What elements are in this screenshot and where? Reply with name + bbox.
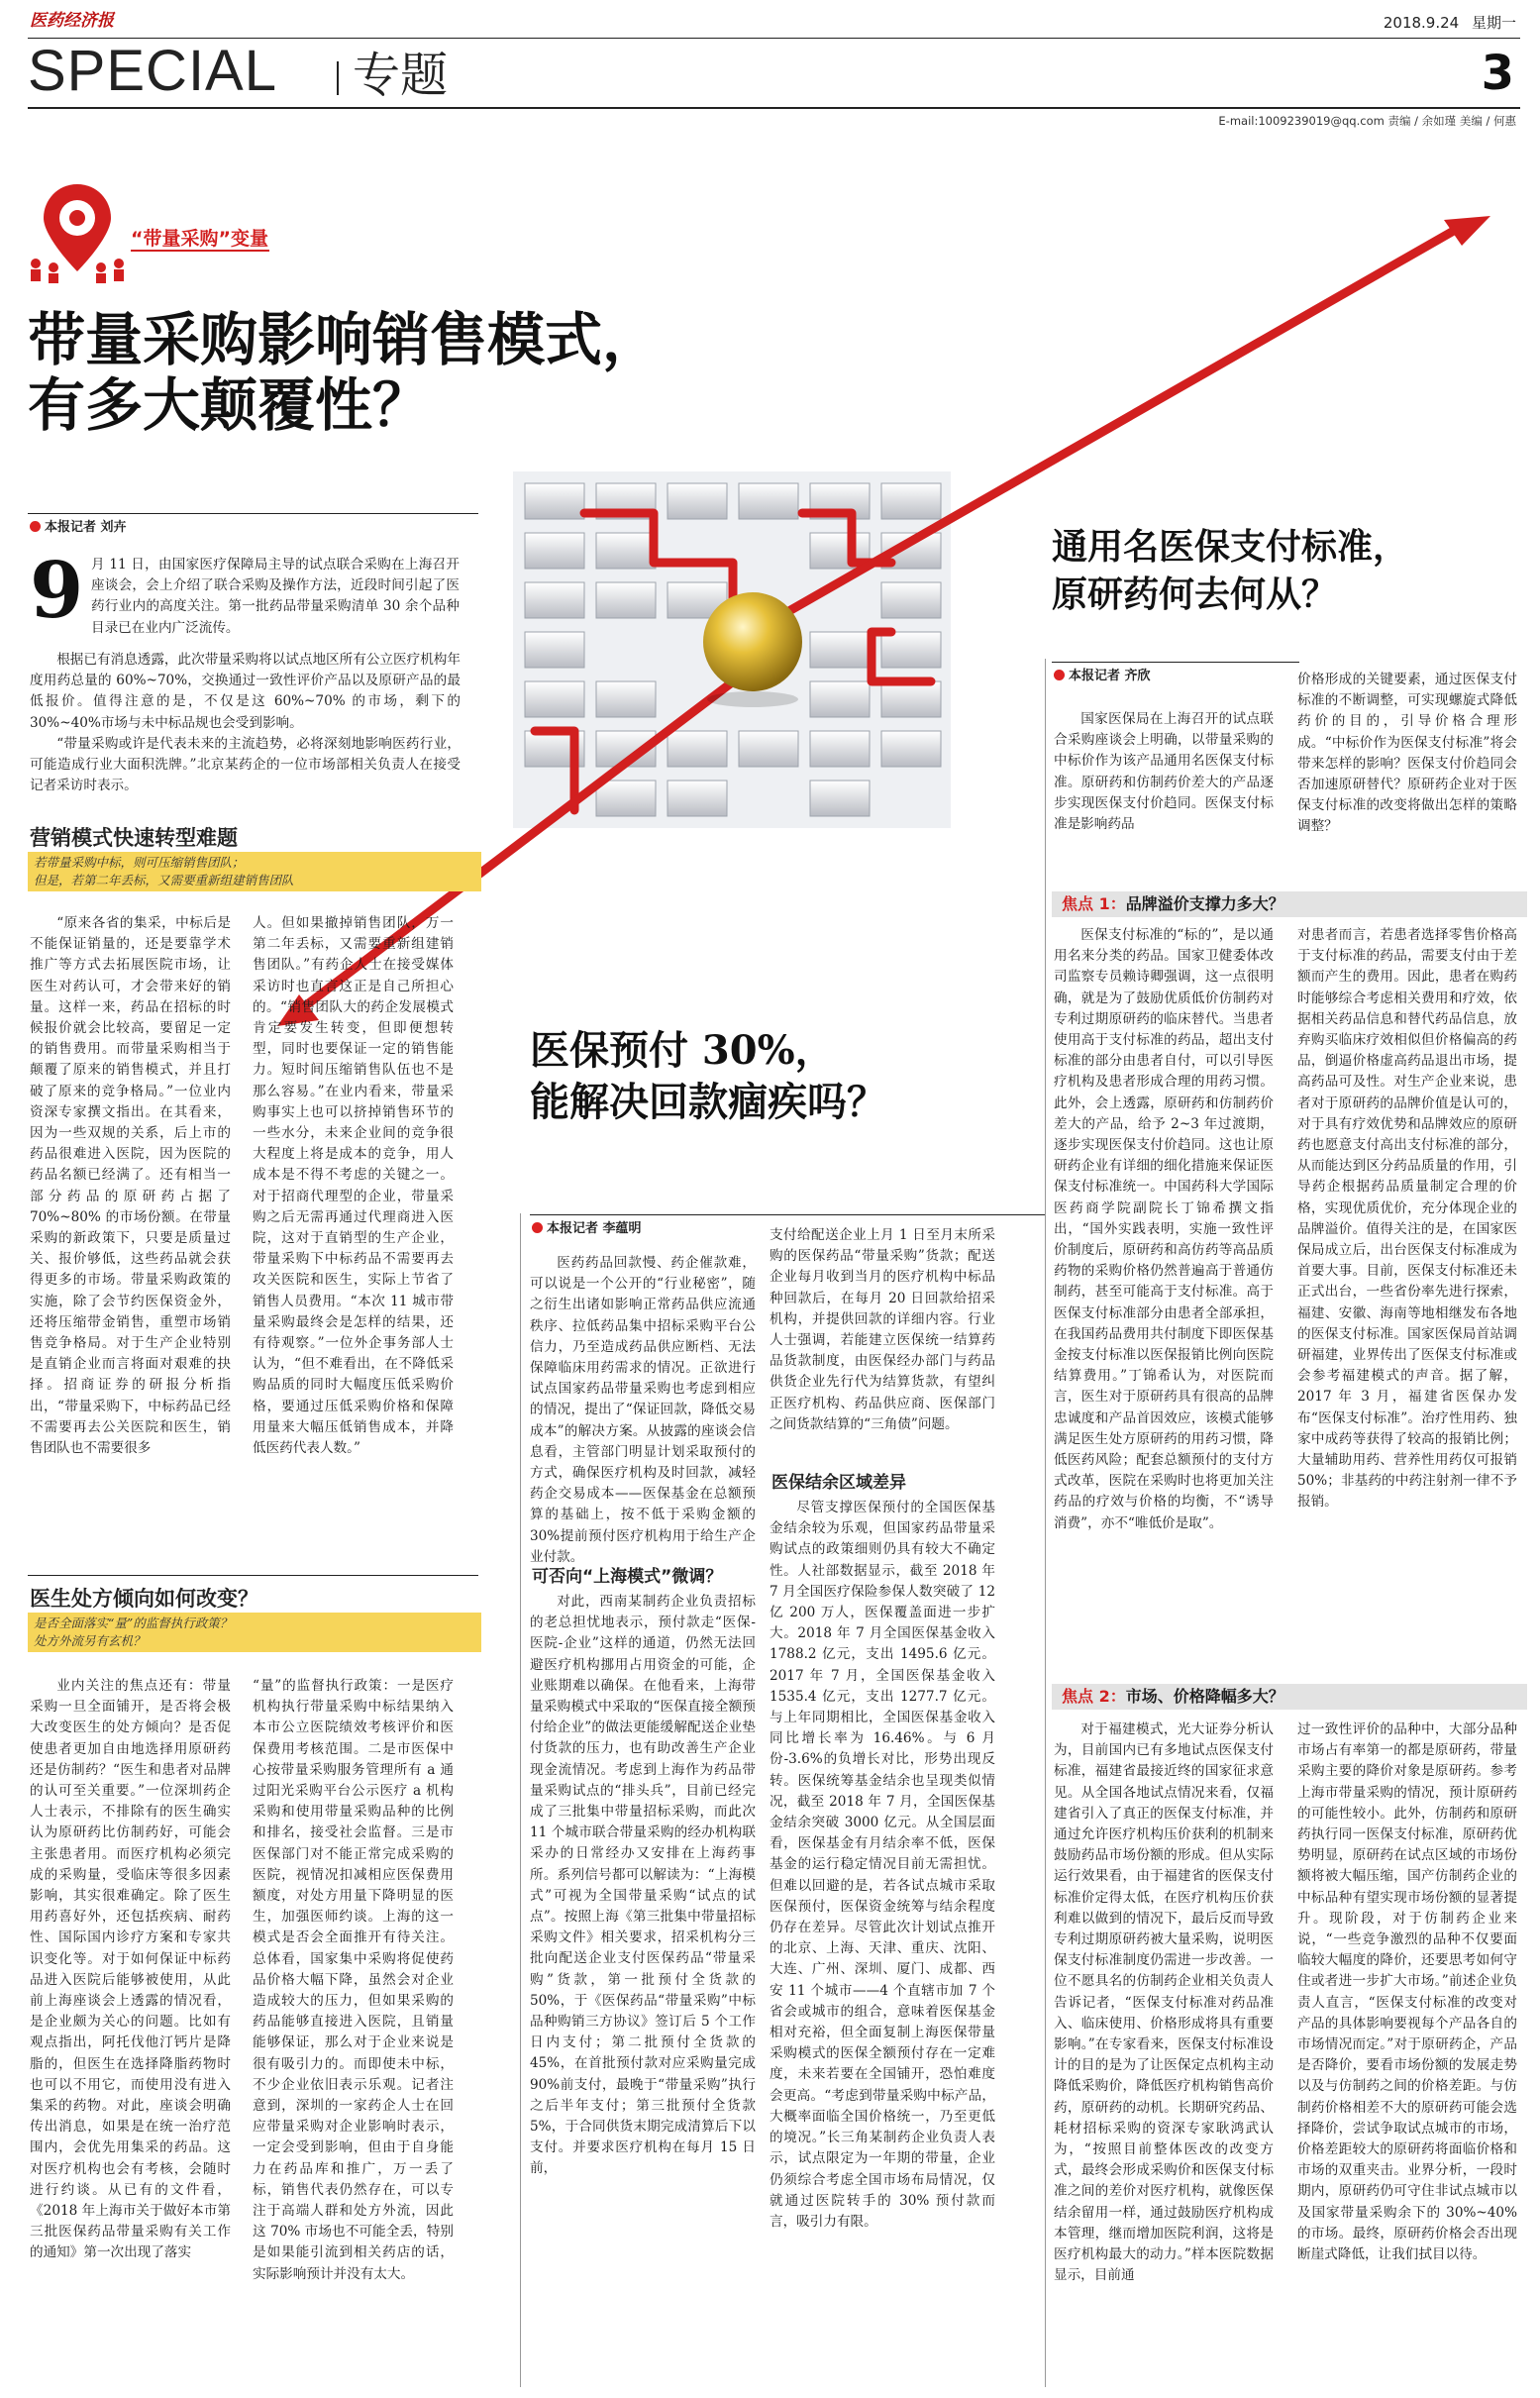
focus-2-bar [1052, 1684, 1527, 1710]
page-number: 3 [1481, 46, 1514, 101]
reporter-bullet-icon [30, 521, 41, 532]
article3-intro-col-a: 国家医保局在上海召开的试点联合采购座谈会上明确，以带量采购的中标价作为该产品通用名医保支付标准。原研药和仿制药价差大的产品逐步实现医保支付价趋同。医保支付标准是影响药品 [1054, 711, 1274, 833]
article2-col-b2: 尽管支撑医保预付的全国医保基金结余较为乐观，但国家药品带量采购试点的政策细则仍具有较大不确定性。人社部数据显示，截至 2018 年 7 月全国医疗保险参保人数突破了 12 亿 200 万人，医保覆盖面进一步扩大。2018 年 7 月全国医保基金收入 1788.2 亿元，支出 1495.6 亿元。2017 年 7 月，全国医保基金收入 1535.4 亿元，支出 1277.7 亿元。与上年同期相比，全国医保基金收入同比增长率为 16.46%。与 6 月份-3.6%的负增长对比，形势出现反转。医保统筹基金结余也呈现类似情况，截至 2018 年 7 月，全国医保基金结余突破 3000 亿元。从全国层面看，医保基金有月结余率不低，医保基金的运行稳定情况目前无需担忧。但难以回避的是，若各试点城市采取医保预付，医保资金统筹与结余程度仍存在差异。尽管此次计划试点推开的北京、上海、天津、重庆、沈阳、大连、广州、深圳、厦门、成都、西安 11 个城市——4 个直辖市加 7 个省会或城市的组合，意味着医保基金相对充裕，但全面复制上海医保带量采购模式的医保全额预付存在一定难度，未来若要在全国铺开，恐怕难度会更高。“考虑到带量采购中标产品，大概率面临全国价格统一，乃至更低的境况。”长三角某制药企业负责人表示，试点限定为一年期的带量，企业仍须综合考虑全国市场布局情况，仅就通过医院转手的 30% 预付款而言，吸引力有限。 [770, 1500, 995, 2230]
article2-col-a2: 对此，西南某制药企业负责招标的老总担忧地表示，预付款走“医保-医院-企业”这样的通道，仍然无法回避医疗机构挪用占用资金的可能，企业账期难以确保。在他看来，上海带量采购模式中采取的“医保直接全额预付给企业”的做法更能缓解配送企业垫付货款的压力，也有助改善生产企业现金流情况。考虑到上海作为药品带量采购试点的“排头兵”，目前已经完成了三批集中带量招标采购，而此次 11 个城市联合带量采购的经办机构联采办的日常经办又安排在上海药事所。系列信号都可以解读为：“上海模式”可视为全国带量采购“试点的试点”。按照上海《第三批集中带量招标采购文件》相关要求，招采机构分三批向配送企业支付医保药品“带量采购”货款，第一批预付全货款的 50%，于《医保药品“带量采购”中标品种购销三方协议》签订后 5 个工作日内支付；第二批预付全货款的 45%，在首批预付款对应采购量完成 90%前支付，最晚于“带量采购”执行之后半年支付；第三批预付全货款 5%，于合同供货末期完成清算后下以支付。并要求医疗机构在每月 15 日前， [530, 1594, 756, 2177]
article2-col-a: 医药药品回款慢、药企催款难，可以说是一个公开的“行业秘密”，随之衍生出诸如影响正常药品供应流通秩序、拉低药品集中招标采购平台公信力，乃至造成药品供应断档、无法保障临床用药需求的情况。正欲进行试点国家药品带量采购也考虑到相应的情况，提出了“保证回款，降低交易成本”的解决方案。从披露的座谈会信息看，主管部门明显计划采取预付的方式，确保医疗机构及时回款，减轻药企交易成本——医保基金在总额预算的基础上，按不低于采购金额的 30%提前预付医疗机构用于给生产企业付款。 [530, 1255, 756, 1565]
article3-focus2-col-a: 对于福建模式，光大证券分析认为，目前国内已有多地试点医保支付标准，福建省最接近终的国家征求意见。从全国各地试点情况来看，仅福建省引入了真正的医保支付标准，并通过允许医疗机构压价获利的机制来鼓励药品市场份额的形成。但从实际运行效果看，由于福建省的医保支付标准价定得太低，在医疗机构压价获利难以做到的情况下，最后反而导致专利过期原研药被大量采购，说明医保支付标准制度仍需进一步改善。一位不愿具名的仿制药企业相关负责人告诉记者，“医保支付标准对药品准入、临床使用、价格形成将具有重要影响。”在专家看来，医保支付标准设计的目的是为了让医保定点机构主动降低采购价，降低医疗机构销售高价药，原研药的动机。长期研究药品、耗材招标采购的资深专家耿鸿武认为，“按照目前整体医改的改变方式，最终会形成采购价和医保支付标准之间的差价对医疗机构，就像医保结余留用一样，通过鼓励医疗机构成本管理，继而增加医院利润，这将是医疗机构最大的动力。”样本医院数据显示，目前通 [1054, 1721, 1274, 2284]
special-label: SPECIAL [28, 39, 277, 103]
theme-label: “带量采购”变量 [131, 228, 268, 250]
article1-dropcap: 9 [30, 546, 84, 636]
article3-title-line1: 通用名医保支付标准， [1052, 526, 1409, 568]
article1-title-line2: 有多大颠覆性？ [28, 371, 431, 439]
article1-sub2-col-b: “量”的监督执行政策：一是医疗机构执行带量采购中标结果纳入本市公立医院绩效考核评价和医保费用考核范围。二是市医保中心按带量采购服务管理所有 a 通过阳光采购平台公示医疗 a 机构采购和使用带量采购品种的比例和排名，接受社会监督。三是市医保部门对不能正常完成采购的医院，视情况扣减相应医保费用额度，对处方用量下降明显的医生，加强医师约谈。上海的这一模式是否会全面推开有待关注。总体看，国家集中采购将促使药品价格大幅下降，虽然会对企业造成较大的压力，但如果采购的药品能够直接进入医院，且销量能够保证，那么对于企业来说是很有吸引力的。而即使未中标，不少企业依旧表示乐观。记者注意到，深圳的一家药企人士在回应带量采购对企业影响时表示，一定会受到影响，但由于自身能力在药品库和推广，万一丢了标，销售代表仍然存在，可以专注于高端人群和处方外流，因此这 70% 市场也不可能全丢，特别是如果能引流到相关药店的话，实际影响预计并没有太大。 [253, 1678, 454, 2282]
gold-ball [703, 592, 802, 691]
focus-1-key: 焦点 1： [1062, 894, 1126, 913]
article2-reporter: 本报记者 李蕴明 [532, 1217, 642, 1236]
article3-title [1052, 523, 1408, 618]
article3-intro-col-b: 价格形成的关键要素，通过医保支付标准的不断调整，可实现螺旋式降低药价的目的，引导价格合理形成。“中标价作为医保支付标准”将会带来怎样的影响？医保支付价趋同会否加速原研替代？原研药企业对于医保支付标准的改变将做出怎样的策略调整？ [1297, 672, 1517, 835]
article2-title [530, 1025, 886, 1128]
article1-subhead-2: 医生处方倾向如何改变？ [30, 1587, 258, 1611]
article2-subhead-a: 可否向“上海模式”微调？ [532, 1567, 723, 1587]
article2-title-line1: 医保预付 30%， [530, 1027, 835, 1074]
credits: E-mail:1009239019@qq.com 责编 / 余如瑾 美编 / 何惠 [1218, 114, 1516, 128]
masthead: 医药经济报 [30, 11, 114, 31]
article1-sub1-col-b: 人。但如果撤掉销售团队，万一第二年丢标，又需要重新组建销售团队。”有药企人士在接受媒体采访时也直言这正是自己所担心的。“销售团队大的药企发展模式肯定要发生转变，但即便想转型，同时也要保证一定的销售能力。短时间压缩销售队伍也不是那么容易。”在业内看来，带量采购事实上也可以挤掉销售环节的一些水分，未来企业间的竞争很大程度上将是成本的竞争，用人成本是不得不考虑的关键之一。对于招商代理型的企业，带量采购之后无需再通过代理商进入医院，这对于直销型的生产企业，带量采购下中标药品不需要再去攻关医院和医生，实际上节省了销售人员费用。“本次 11 城市带量采购最终会是怎样的结果，还有待观察。”一位外企事务部人士认为，“但不难看出，在不降低采购品质的同时大幅度压低采购价格，要通过压低采购价格和保障用量来大幅压低销售成本，并降低医药代表人数。” [253, 915, 454, 1457]
focus-1-title: 品牌溢价支撑力多大？ [1125, 894, 1284, 913]
article1-lead: 月 11 日，由国家医疗保障局主导的试点联合采购在上海召开座谈会，会上介绍了联合采购及操作方法，近段时间引起了医药行业内的高度关注。第一批药品带量采购清单 30 余个品种目录已在业内广泛流传。 [91, 557, 460, 636]
reporter-bullet-icon [532, 1222, 543, 1233]
focus-2-title: 市场、价格降幅多大？ [1125, 1687, 1284, 1706]
weekday: 星期一 [1471, 14, 1516, 32]
subhead-2-tagline: 是否全面落实“量”的监督执行政策？ 处方外流另有玄机？ [28, 1613, 481, 1652]
reporter-bullet-icon [1054, 670, 1065, 680]
article1-lead-more: 根据已有消息透露，此次带量采购将以试点地区所有公立医疗机构年度用药总量的 60%~70%，交换通过一致性评价产品以及原研产品的最低报价。值得注意的是，不仅是这 60%~70% 的市场，剩下的 30%~40%市场与未中标品规也会受到影响。 “带量采购或许是代表未来的主流趋势，必将深刻地影响医药行业，可能造成行业大面积洗牌。”北京某药企的一位市场部相关负责人在接受记者采访时表示。 [30, 652, 461, 794]
article3-reporter: 本报记者 齐欣 [1054, 665, 1151, 683]
article1-sub1-col-a: “原来各省的集采，中标后是不能保证销量的，还是要靠学术推广等方式去拓展医院市场，让医生对药认可，才会带来好的销量。这样一来，药品在招标的时候报价就会比较高，要留足一定的销售费用。而带量采购相当于颠覆了原来的销售模式，并且打破了原来的竞争格局。”一位业内资深专家撰文指出。在其看来，因为一些双规的关系，后上市的药品很难进入医院，因为医院的药品名额已经满了。还有相当一部分药品的原研药占据了 70%~80% 的市场份额。在带量采购的新政策下，只要是质量过关、报价够低，这些药品就会获得更多的市场。带量采购政策的实施，除了会节约医保资金外，还将压缩带金销售，重塑市场销售竞争格局。对于生产企业特别是直销企业而言将面对艰难的抉择。招商证券的研报分析指出，“带量采购下，中标药品已经不需要再去公关医院和医生，销售团队也不需要很多 [30, 915, 231, 1457]
section-divider [337, 61, 339, 95]
article3-focus1-col-a: 医保支付标准的“标的”，是以通用名来分类的药品。国家卫健委体改司监察专员赖诗卿强调，这一点很明确，就是为了鼓励优质低价仿制药对专利过期原研药的临床替代。当患者使用高于支付标准的药品，超出支付标准的部分由患者自付，可以引导医疗机构及患者形成合理的用药习惯。此外，会上透露，原研药和仿制药价差大的产品，给予 2~3 年过渡期，逐步实现医保支付价趋同。这也让原研药企业有详细的细化措施来保证医保支付标准统一。中国药科大学国际医药商学院副院长丁锦希撰文指出，“国外实践表明，实施一致性评价制度后，原研药和高仿药等高品质药物的采购价格仍然普遍高于普通仿制药，甚至可能高于支付标准。高于医保支付标准部分由患者全部承担，在我国药品费用共付制度下即医保基金按支付标准以医保报销比例向医院结算费用。”丁锦希认为，对医院而言，医生对于原研药具有很高的品牌忠诚度和产品首因效应，该模式能够满足医生处方原研药的用药习惯，降低医药风险；配套总额预付的支付方式改革，医院在采购时也将更加关注药品的疗效与价格的均衡，不“诱导消费”，亦不“唯低价是取”。 [1054, 927, 1274, 1531]
article2-subhead-b: 医保结余区域差异 [771, 1473, 906, 1493]
article3-focus1-col-b: 对患者而言，若患者选择零售价格高于支付标准的药品，需要支付由于差额而产生的费用。因此，患者在购药时能够综合考虑相关费用和疗效，依据相关药品信息和替代药品信息，放弃购买临床疗效相似但价格偏高的药品，倒逼价格虚高药品退出市场，提高药品可及性。对生产企业来说，患者对于原研药的品牌价值是认可的，对于具有疗效优势和品牌效应的原研药也愿意支付高出支付标准的部分，从而能达到区分药品质量的作用，引导药企根据药品质量制定合理的价格，实现优质优价，充分体现企业的品牌溢价。值得关注的是，在国家医保局成立后，出台医保支付标准成为首要大事。目前，医保支付标准还未正式出台，一些省份率先进行探索，福建、安徽、海南等地相继发布各地的医保支付标准。国家医保局首站调研福建，业界传出了医保支付标准或会参考福建模式的声音。据了解，2017 年 3 月，福建省医保办发布“医保支付标准”。治疗性用药、独家中成药等获得了较高的报销比例；大量辅助用药、营养性用药仅可报销 50%；非基药的中药注射剂一律不予报销。 [1297, 927, 1517, 1511]
article2-col-b: 支付给配送企业上月 1 日至月末所采购的医保药品“带量采购”货款；配送企业每月收到当月的医疗机构中标品种回款后，在每月 20 日回款给招采机构，并提供回款的详细内容。行业人士强调，若能建立医保统一结算药品货款制度，由医保经办部门与药品供货企业先行代为结算货款，有望纠正医疗机构、药品供应商、医保部门之间货款结算的“三角债”问题。 [770, 1227, 995, 1432]
focus-2-key: 焦点 2： [1062, 1687, 1126, 1706]
focus-1-bar [1052, 891, 1527, 917]
article1-subhead-1: 营销模式快速转型难题 [30, 826, 238, 850]
article1-title-line1: 带量采购影响销售模式， [28, 306, 661, 373]
section-title: 专题 [353, 48, 449, 103]
map-pin-icon [28, 176, 127, 285]
theme-underline [131, 250, 269, 252]
subhead-1-tagline: 若带量采购中标，则可压缩销售团队； 但是，若第二年丢标，又需要重新组建销售团队 [28, 852, 481, 891]
article2-title-line2: 能解决回款痼疾吗？ [530, 1079, 886, 1125]
article1-sub2-col-a: 业内关注的焦点还有：带量采购一旦全面铺开，是否将会极大改变医生的处方倾向？是否促使患者更加自由地选择用原研药还是仿制药？“医生和患者对品牌的认可至关重要。”一位深圳药企人士表示，不排除有的医生确实认为原研药比仿制药好，可能会主张患者用。而医疗机构必须完成的采购量，受临床等很多因素影响，其实很难确定。除了医生用药喜好外，还包括疾病、耐药性、国际国内诊疗方案和专家共识变化等。对于如何保证中标药品进入医院后能够被使用，从此前上海座谈会上透露的情况看，是企业颇为关心的问题。比如有观点指出，阿托伐他汀钙片是降脂的，但医生在选择降脂药物时也可以不用它，而使用没有进入集采的药物。对此，座谈会明确传出消息，如果是在统一治疗范围内，会优先用集采的药品。这对医疗机构也会有考核，会随时进行约谈。从已有的文件看，《2018 年上海市关于做好本市第三批医保药品带量采购有关工作的通知》第一次出现了落实 [30, 1678, 231, 2261]
article3-focus2-col-b: 过一致性评价的品种中，大部分品种市场占有率第一的都是原研药，带量采购主要的降价对象是原研药。参考上海市带量采购的情况，预计原研药的可能性较小。此外，仿制药和原研药执行同一医保支付标准，原研药优势明显，原研药在试点区域的市场份额将被大幅压缩，国产仿制药企业的中标品种有望实现市场份额的显著提升。现阶段，对于仿制药企业来说，“一些竞争激烈的品种不仅要面临较大幅度的降价，还要思考如何守住或者进一步扩大市场。”前述企业负责人直言，“医保支付标准的改变对产品的具体影响要视每个产品各自的市场情况而定。”对于原研药企，产品是否降价，要看市场份额的发展走势以及与仿制药之间的价格差距。与仿制药价格相差不大的原研药可能会选择降价，尝试争取试点城市的市场，价格差距较大的原研药将面临价格和市场的双重夹击。业界分析，一段时期内，原研药仍可守住非试点城市以及国家带量采购余下的 30%~40%的市场。最终，原研药价格会否出现断崖式降低，让我们拭目以待。 [1297, 1721, 1517, 2263]
issue-date [1384, 12, 1516, 33]
date: 2018.9.24 [1383, 14, 1460, 32]
article3-title-line2: 原研药何去何从？ [1052, 573, 1338, 615]
article1-reporter: 本报记者 刘卉 [30, 516, 127, 535]
